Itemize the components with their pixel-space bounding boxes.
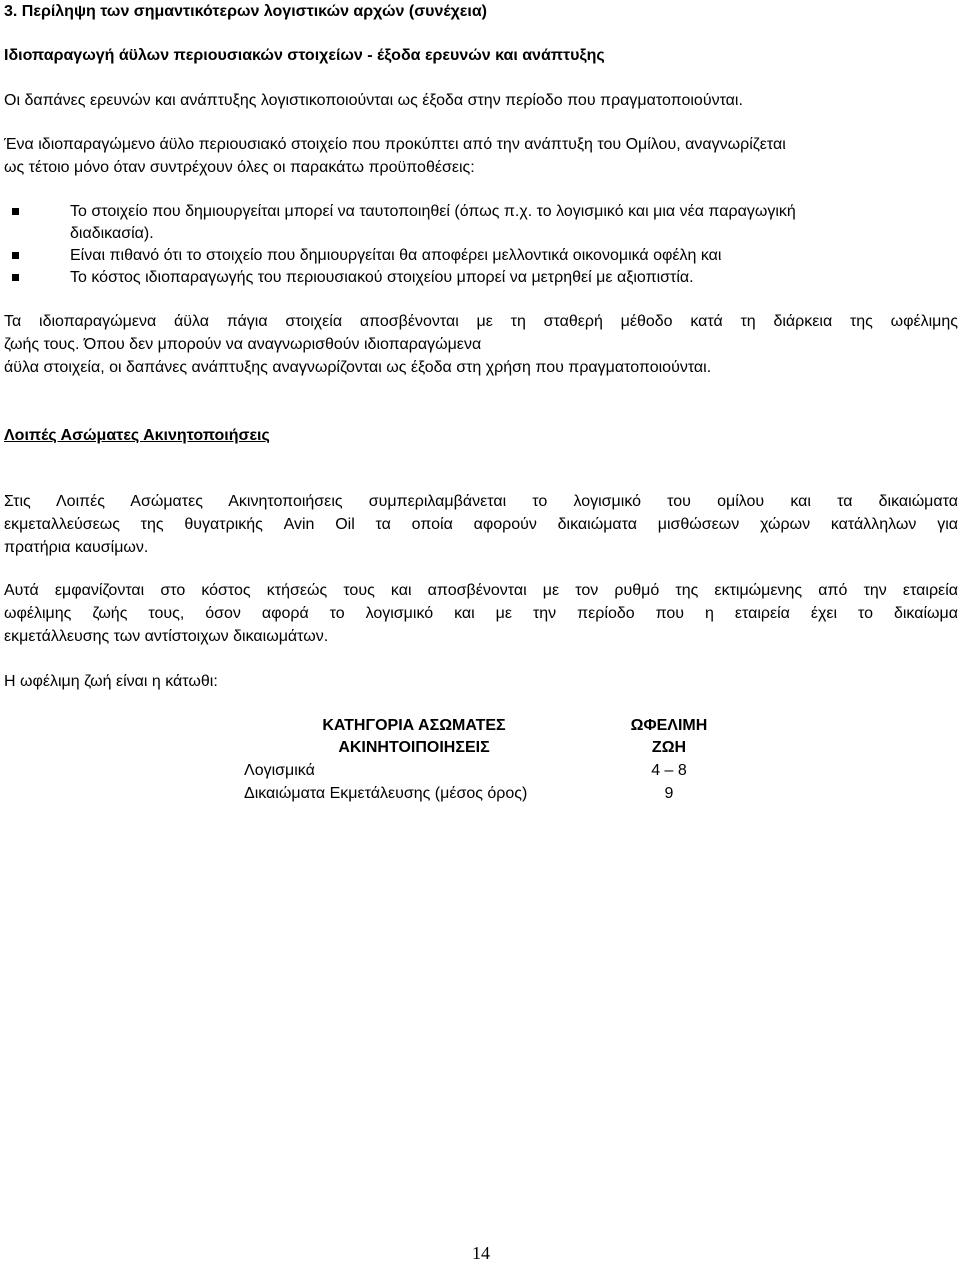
table-cell-life: 4 – 8	[651, 762, 687, 779]
document-page	[4, 0, 958, 1264]
square-bullet-icon	[12, 274, 19, 281]
heading-other-intangibles: Λοιπές Ασώματες Ακινητοποιήσεις	[4, 427, 270, 444]
paragraph-rd-expenses: Οι δαπάνες ερευνών και ανάπτυξης λογιστικοποιούνται ως έξοδα στην περίοδο που πραγματοποιούνται.	[4, 92, 743, 109]
table-header-line: ΚΑΤΗΓΟΡΙΑ ΑΣΩΜΑΤΕΣ	[322, 717, 506, 734]
paragraph-line: εκμεταλλεύσεως της θυγατρικής Avin Oil τα οποία αφορούν δικαιώματα μισθώσεων χώρων κατάλληλων για	[4, 516, 958, 533]
paragraph-line: ως τέτοιο μόνο όταν συντρέχουν όλες οι παρακάτω προϋποθέσεις:	[4, 159, 475, 176]
table-cell-life: 9	[664, 785, 674, 802]
paragraph-line: πρατήρια καυσίμων.	[4, 539, 149, 556]
list-item-text	[70, 201, 958, 245]
list-item-line: διαδικασία).	[70, 225, 154, 242]
square-bullet-icon	[12, 252, 19, 259]
paragraph-line: εκμετάλλευσης των αντίστοιχων δικαιωμάτων.	[4, 628, 329, 645]
list-item-text: Το κόστος ιδιοπαραγωγής του περιουσιακού στοιχείου μπορεί να μετρηθεί με αξιοπιστία.	[70, 269, 694, 286]
paragraph-useful-life-intro: Η ωφέλιμη ζωή είναι η κάτωθι:	[4, 673, 218, 690]
paragraph-line: Ένα ιδιοπαραγώμενο άϋλο περιουσιακό στοιχείο που προκύπτει από την ανάπτυξη του Ομίλου, αναγνωρίζεται	[4, 136, 786, 153]
paragraph-line: άϋλα στοιχεία, οι δαπάνες ανάπτυξης αναγνωρίζονται ως έξοδα στη χρήση που πραγματοποιούνται.	[4, 359, 712, 376]
table-cell-category: Δικαιώματα Εκμετάλευσης (μέσος όρος)	[244, 785, 528, 802]
square-bullet-icon	[12, 208, 19, 215]
page-number: 14	[472, 1243, 490, 1263]
table-header-line: ΖΩΗ	[651, 739, 687, 756]
subsection-title: Ιδιοπαραγωγή άϋλων περιουσιακών στοιχείων - έξοδα ερευνών και ανάπτυξης	[4, 47, 605, 64]
list-item-line: Το στοιχείο που δημιουργείται μπορεί να ταυτοποιηθεί (όπως π.χ. το λογισμικό και μια νέα παραγωγική	[70, 203, 796, 220]
paragraph-line: Στις Λοιπές Ασώματες Ακινητοποιήσεις συμπεριλαμβάνεται το λογισμικό του ομίλου και τα δικαιώματα	[4, 493, 958, 510]
table-cell-category: Λογισμικά	[244, 762, 315, 779]
table-header-line: ΑΚΙΝΗΤΟΙΠΟΙΗΣΕΙΣ	[338, 739, 490, 756]
section-title: 3. Περίληψη των σημαντικότερων λογιστικών αρχών (συνέχεια)	[4, 3, 488, 20]
table-header-category	[244, 715, 584, 759]
paragraph-line: Αυτά εμφανίζονται στο κόστος κτήσεώς τους και αποσβένονται με τον ρυθμό της εκτιμώμενης από την εταιρεία	[4, 582, 958, 599]
table-header-useful-life	[604, 715, 734, 759]
table-header-line: ΩΦΕΛΙΜΗ	[630, 717, 708, 734]
paragraph-line: Τα ιδιοπαραγώμενα άϋλα πάγια στοιχεία αποσβένονται με τη σταθερή μέθοδο κατά τη διάρκεια της ωφέλιμης	[4, 313, 958, 330]
list-item-text: Είναι πιθανό ότι το στοιχείο που δημιουργείται θα αποφέρει μελλοντικά οικονομικά οφέλη και	[70, 247, 722, 264]
paragraph-line: ζωής τους. Όπου δεν μπορούν να αναγνωρισθούν ιδιοπαραγώμενα	[4, 336, 482, 353]
paragraph-line: ωφέλιμης ζωής τους, όσον αφορά το λογισμικό και με την περίοδο που η εταιρεία έχει το δικαίωμα	[4, 605, 958, 622]
